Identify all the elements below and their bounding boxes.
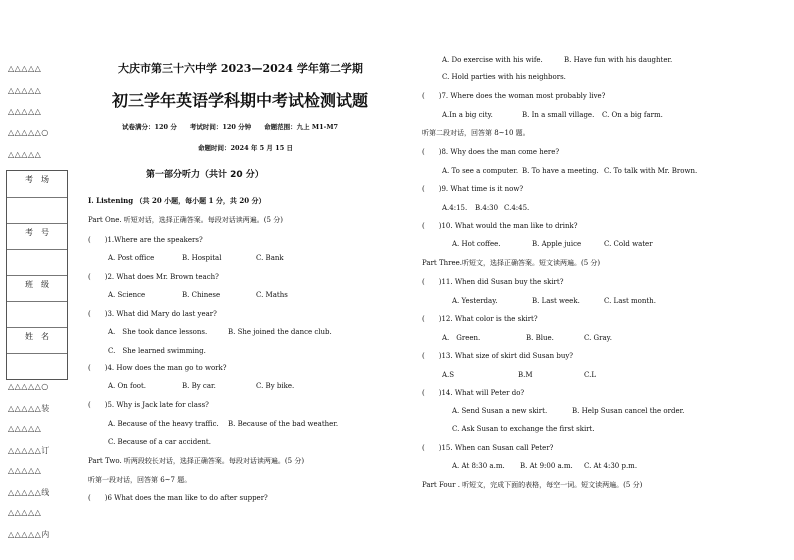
question-stem: ( )5. Why is Jack late for class? [88, 401, 209, 409]
option[interactable]: A. To see a computer. [442, 167, 519, 175]
option[interactable]: A. Send Susan a new skirt. [452, 407, 548, 415]
question-stem: ( )15. When can Susan call Peter? [422, 444, 554, 452]
option[interactable]: A.In a big city. [442, 111, 493, 119]
option[interactable]: A. Post office [108, 254, 155, 262]
option[interactable]: C. Bank [256, 254, 284, 262]
option[interactable]: B. In a small village. [522, 111, 595, 119]
part-four-instructions: Part Four . 听短文，完成下面的表格，每空一词。短文读两遍。(5 分) [422, 481, 643, 489]
option[interactable]: A. Because of the heavy traffic. [108, 420, 219, 428]
option[interactable]: C. Hold parties with his neighbors. [442, 73, 566, 81]
option[interactable]: C. By bike. [256, 382, 295, 390]
option[interactable]: A. On foot. [108, 382, 147, 390]
option[interactable]: C. Maths [256, 291, 288, 299]
question-stem: ( )1.Where are the speakers? [88, 236, 203, 244]
binding-mark: △△△△△ [8, 424, 42, 433]
listening-heading: I. Listening （共 20 小题，每小题 1 分，共 20 分） [88, 196, 266, 205]
field-name-blank[interactable] [7, 353, 67, 380]
field-exam-room-blank[interactable] [7, 197, 67, 224]
option[interactable]: A.S [442, 371, 455, 379]
option[interactable]: A. At 8:30 a.m. [452, 462, 505, 470]
question-stem: ( )8. Why does the man come here? [422, 148, 560, 156]
option[interactable]: B. She joined the dance club. [228, 328, 332, 336]
option[interactable]: A. Yesterday. [452, 297, 498, 305]
field-exam-number: 考 号 [7, 223, 67, 250]
question-stem: ( )10. What would the man like to drink? [422, 222, 578, 230]
student-info-box [6, 170, 68, 380]
binding-mark: △△△△△ [8, 508, 42, 517]
field-name: 姓 名 [7, 327, 67, 354]
exam-meta-line1: 试卷满分：120 分 考试时间：120 分钟 命题范围：九上 M1-M7 [122, 123, 339, 131]
option[interactable]: C.4:45. [504, 204, 530, 212]
option[interactable]: B.4:30 [475, 204, 499, 212]
option[interactable]: C. At 4:30 p.m. [584, 462, 638, 470]
option[interactable]: A.4:15. [442, 204, 468, 212]
binding-mark: △△△△△ [8, 86, 42, 95]
binding-mark: △△△△△○ [8, 128, 49, 137]
binding-mark: △△△△△内 [8, 530, 50, 539]
exam-title: 初三学年英语学科期中考试检测试题 [112, 91, 369, 110]
option[interactable]: A. Hot coffee. [452, 240, 501, 248]
option[interactable]: B. By car. [182, 382, 216, 390]
question-stem: ( )2. What does Mr. Brown teach? [88, 273, 219, 281]
school-title: 大庆市第三十六中学 2023—2024 学年第二学期 [118, 62, 363, 75]
option[interactable]: C. She learned swimming. [108, 347, 206, 355]
option[interactable]: C. On a big farm. [602, 111, 663, 119]
part-two-sub1: 听第一段对话，回答第 6~7 题。 [88, 476, 192, 484]
question-stem: ( )9. What time is it now? [422, 185, 524, 193]
binding-mark: △△△△△装 [8, 404, 50, 413]
option[interactable]: C. Cold water [604, 240, 653, 248]
question-stem: ( )6 What does the man like to do after supper? [88, 494, 268, 502]
binding-mark: △△△△△ [8, 466, 42, 475]
option[interactable]: A. She took dance lessons. [108, 328, 208, 336]
field-exam-room: 考 场 [25, 175, 49, 184]
part-three-instructions: Part Three.听短文，选择正确答案。短文读两遍。(5 分) [422, 259, 601, 267]
option[interactable]: B. Hospital [182, 254, 222, 262]
option[interactable]: B. Blue. [526, 334, 554, 342]
option[interactable]: C. To talk with Mr. Brown. [604, 167, 698, 175]
binding-mark: △△△△△ [8, 150, 42, 159]
binding-mark: △△△△△订 [8, 446, 50, 455]
field-class-blank[interactable] [7, 301, 67, 328]
question-stem: ( )4. How does the man go to work? [88, 364, 227, 372]
option[interactable]: B. At 9:00 a.m. [520, 462, 573, 470]
option[interactable]: C. Ask Susan to exchange the first skirt. [452, 425, 595, 433]
option[interactable]: B. Help Susan cancel the order. [572, 407, 685, 415]
part-two-sub2: 听第二段对话，回答第 8~10 题。 [422, 129, 530, 137]
option[interactable]: C. Gray. [584, 334, 612, 342]
field-class: 班 级 [7, 275, 67, 302]
part-one-instructions: Part One. 听短对话，选择正确答案。每段对话读两遍。(5 分) [88, 216, 283, 224]
option[interactable]: B. Last week. [532, 297, 580, 305]
option[interactable]: C. Last month. [604, 297, 656, 305]
option[interactable]: A. Green. [442, 334, 481, 342]
part-heading: 第一部分听力（共计 20 分） [146, 170, 264, 180]
question-stem: ( )14. What will Peter do? [422, 389, 525, 397]
field-exam-number-blank[interactable] [7, 249, 67, 276]
option[interactable]: B.M [518, 371, 533, 379]
binding-mark: △△△△△ [8, 107, 42, 116]
option[interactable]: A. Do exercise with his wife. [442, 56, 543, 64]
binding-mark: △△△△△ [8, 64, 42, 73]
option[interactable]: B. Have fun with his daughter. [564, 56, 673, 64]
part-two-instructions: Part Two. 听两段较长对话，选择正确答案。每段对话读两遍。(5 分) [88, 457, 305, 465]
option[interactable]: B. Chinese [182, 291, 221, 299]
option[interactable]: B. Apple juice [532, 240, 582, 248]
option[interactable]: C. Because of a car accident. [108, 438, 211, 446]
option[interactable]: B. Because of the bad weather. [228, 420, 339, 428]
question-stem: ( )12. What color is the skirt? [422, 315, 538, 323]
exam-meta-line2: 命题时间：2024 年 5 月 15 日 [198, 144, 293, 152]
binding-mark: △△△△△○ [8, 382, 49, 391]
option[interactable]: B. To have a meeting. [522, 167, 599, 175]
binding-mark: △△△△△线 [8, 488, 50, 497]
question-stem: ( )11. When did Susan buy the skirt? [422, 278, 564, 286]
question-stem: ( )3. What did Mary do last year? [88, 310, 217, 318]
question-stem: ( )7. Where does the woman most probably live? [422, 92, 606, 100]
option[interactable]: C.L [584, 371, 596, 379]
option[interactable]: A. Science [108, 291, 146, 299]
question-stem: ( )13. What size of skirt did Susan buy? [422, 352, 574, 360]
